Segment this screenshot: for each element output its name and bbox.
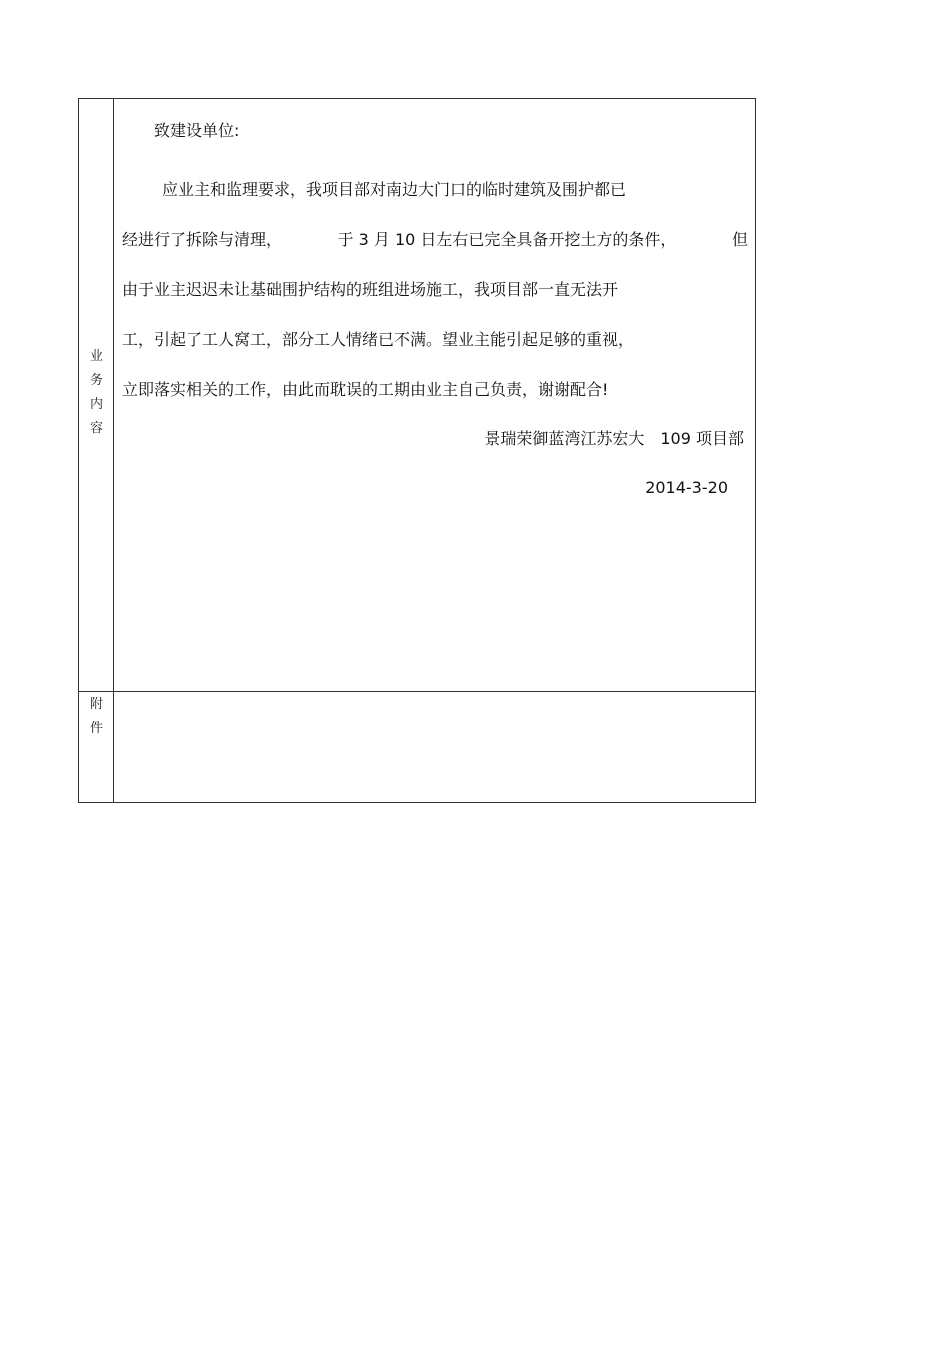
- signature: 景瑞荣御蓝湾江苏宏大 109 项目部: [484, 429, 744, 448]
- body-line-2-part-b: 于 3 月 10 日左右已完全具备开挖土方的条件，: [337, 230, 677, 249]
- label-char: 附: [89, 697, 103, 712]
- label-char: 业: [89, 349, 103, 364]
- attachment-section-label: [79, 693, 114, 741]
- label-char: 务: [89, 373, 103, 388]
- label-char: 容: [89, 421, 103, 436]
- body-line-3: 由于业主迟迟未让基础围护结构的班组进场施工，我项目部一直无法开: [122, 280, 619, 299]
- salutation: 致建设单位:: [154, 121, 240, 140]
- label-char: 内: [89, 397, 103, 412]
- letter-date: 2014-3-20: [645, 478, 728, 497]
- body-line-1: 应业主和监理要求，我项目部对南边大门口的临时建筑及围护都已: [162, 180, 627, 199]
- body-line-2: [122, 227, 748, 250]
- body-line-2-part-a: 经进行了拆除与清理，: [122, 230, 283, 249]
- content-section-label: [79, 345, 114, 441]
- body-line-5: 立即落实相关的工作，由此而耽误的工期由业主自己负责，谢谢配合!: [122, 380, 609, 399]
- row-divider: [79, 691, 755, 692]
- label-char: 件: [89, 721, 103, 736]
- body-line-2-part-c: 但: [731, 230, 748, 249]
- body-line-4: 工，引起了工人窝工，部分工人情绪已不满。望业主能引起足够的重视，: [122, 330, 635, 349]
- form-table: [78, 98, 756, 803]
